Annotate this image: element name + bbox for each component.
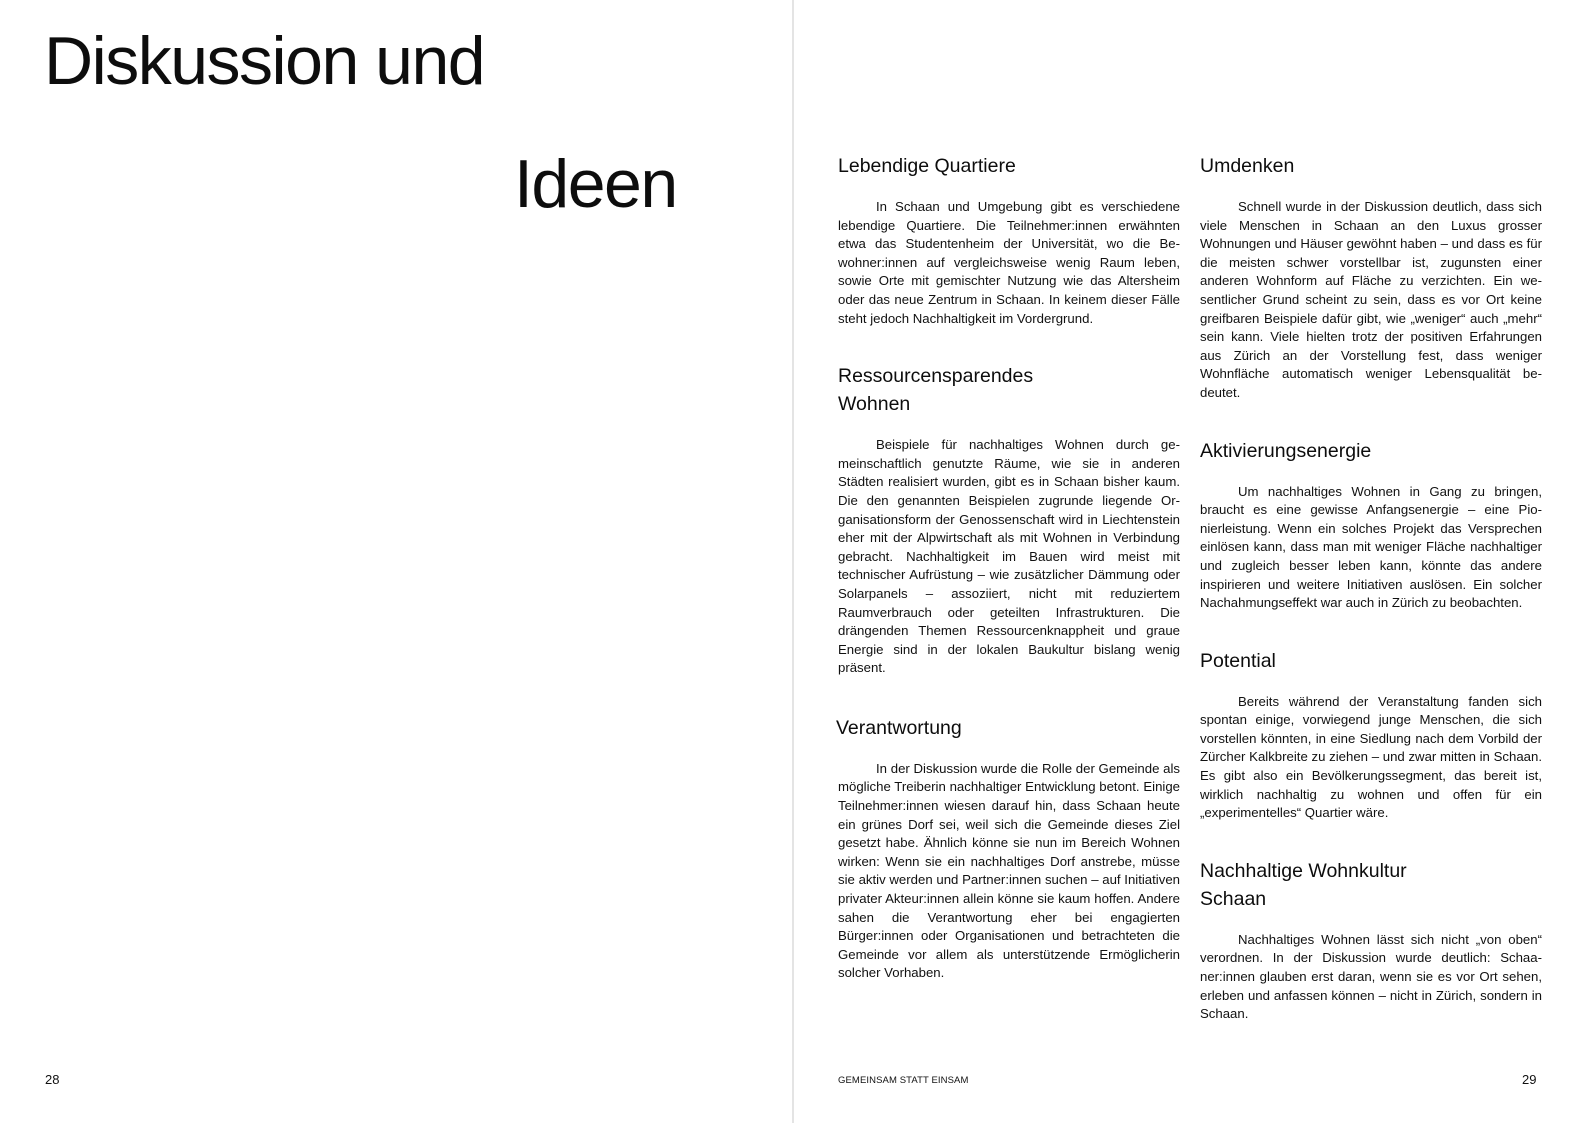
- section-heading: Nachhaltige Wohnkultur Schaan: [1200, 859, 1407, 910]
- section-potential: [1200, 647, 1542, 823]
- section-body: Nachhaltiges Wohnen lässt sich nicht „von oben“ verordnen. In der Diskussion wurde deutlich: Schaaner:innen glauben erst daran, wenn sie es vor Ort sehen, erleben und anfassen können – nicht in Zürich, sondern in Schaan.: [1200, 931, 1542, 1022]
- text-column-right: [1200, 152, 1542, 1024]
- running-title: GEMEINSAM STATT EINSAM: [838, 1075, 969, 1086]
- section-heading: Aktivierungsenergie: [1200, 439, 1372, 462]
- section-body: Schnell wurde in der Diskussion deutlich, dass sich viele Menschen in Schaan an den Luxus grosser Wohnungen und Häuser gewöhnt haben – und dass es für die meisten schwer vorstellbar ist, zugunsten einer anderen Wohnform auf Fläche zu verzichten. Ein wesentlicher Grund scheint zu sein, dass es vor Ort keine greifbaren Beispiele dafür gibt, wie „weniger“ auch „mehr“ sein kann. Viele hielten trotz der positiven Erfahrungen aus Zürich an der Vorstellung fest, dass weniger Wohnfläche automatisch weniger Lebensqualität bedeutet.: [1200, 199, 1542, 400]
- section-heading: Verantwortung: [836, 716, 962, 739]
- chapter-title-line-2: Ideen: [514, 146, 677, 222]
- section-body: In Schaan und Umgebung gibt es verschiedene lebendige Quartiere. Die Teilnehmer:innen erwähnten etwa das Studentenheim der Universität, wo die Bewohner:innen auf vergleichsweise wenig Raum leben, sowie Orte mit gemischter Nutzung wie das Altersheim oder das neue Zentrum in Schaan. In keinem dieser Fälle steht jedoch Nachhaltigkeit im Vordergrund.: [838, 199, 1180, 326]
- section-nachhaltige-wohnkultur-schaan: [1200, 857, 1542, 1024]
- section-heading: Umdenken: [1200, 155, 1295, 177]
- section-body: Um nachhaltiges Wohnen in Gang zu bringen, braucht es eine gewisse Anfangsenergie – eine Pionierleistung. Wenn ein solches Projekt das Versprechen einlösen kann, dass man mit weniger Fläche nachhaltiger und zugleich besser leben kann, könnte das andere inspirieren und weitere Initiativen auslösen. Ein solcher Nachahmungseffekt war auch in Zürich zu beobachten.: [1200, 483, 1542, 611]
- section-body: In der Diskussion wurde die Rolle der Gemeinde als mögliche Treiberin nachhaltiger Entwicklung betont. Einige Teilnehmer:innen wiesen darauf hin, dass Schaan heute ein grünes Dorf sei, weil sich die Gemeinde dieses Ziel gesetzt habe. Ähnlich könne sie nun im Bereich Wohnen wirken: Wenn sie ein nachhaltiges Dorf anstrebe, müsse sie aktiv werden und Partner:innen suchen – auf Initiativen privater Akteur:innen allein könne sie kaum hoffen. Andere sahen die Verantwortung eher bei engagierten Bürger:innen oder Organisationen und betrachteten die Gemeinde vor allem als unterstützende Ermöglicherin solcher Vorhaben.: [838, 760, 1180, 981]
- section-body: Bereits während der Veranstaltung fanden sich spontan einige, vorwiegend junge Menschen, die sich vorstellen könnten, in eine Siedlung nach dem Vorbild der Zürcher Kalkbreite zu ziehen – und zwar mitten in Schaan. Es gibt also ein Bevölkerungssegment, das bereit ist, wirklich nachhaltig zu wohnen und offen für ein „experimentelles“ Quartier wäre.: [1200, 693, 1542, 821]
- section-aktivierungsenergie: [1200, 437, 1542, 613]
- section-ressourcensparendes-wohnen: [838, 362, 1180, 678]
- page-number-left: 28: [45, 1072, 60, 1087]
- section-umdenken: [1200, 152, 1542, 403]
- section-lebendige-quartiere: [838, 152, 1180, 328]
- page-gutter: [792, 0, 794, 1123]
- page-number-right: 29: [1522, 1072, 1537, 1087]
- text-column-left: [838, 152, 1180, 983]
- section-verantwortung: [838, 714, 1180, 983]
- section-heading: Potential: [1200, 649, 1276, 672]
- chapter-title-line-1: Diskussion und: [44, 23, 485, 99]
- section-heading: Ressourcensparendes Wohnen: [838, 365, 1034, 416]
- section-body: Beispiele für nachhaltiges Wohnen durch gemeinschaftlich genutzte Räume, wie sie in anderen Städten realisiert wurden, gibt es in Schaan bisher kaum. Die den genannten Beispielen zugrunde liegende Organisationsform der Genossenschaft wird in Liechtenstein eher mit der Alpwirtschaft als mit Wohnen in Verbindung gebracht. Nachhaltigkeit im Bauen wird meist mit technischer Aufrüstung – wie zusätzlicher Dämmung oder Solarpanels – assoziiert, nicht mit reduziertem Raumverbrauch oder geteilten Infrastrukturen. Die drängenden Themen Ressourcenknappheit und graue Energie sind in der lokalen Baukultur bislang wenig präsent.: [838, 437, 1180, 676]
- section-heading: Lebendige Quartiere: [838, 155, 1016, 177]
